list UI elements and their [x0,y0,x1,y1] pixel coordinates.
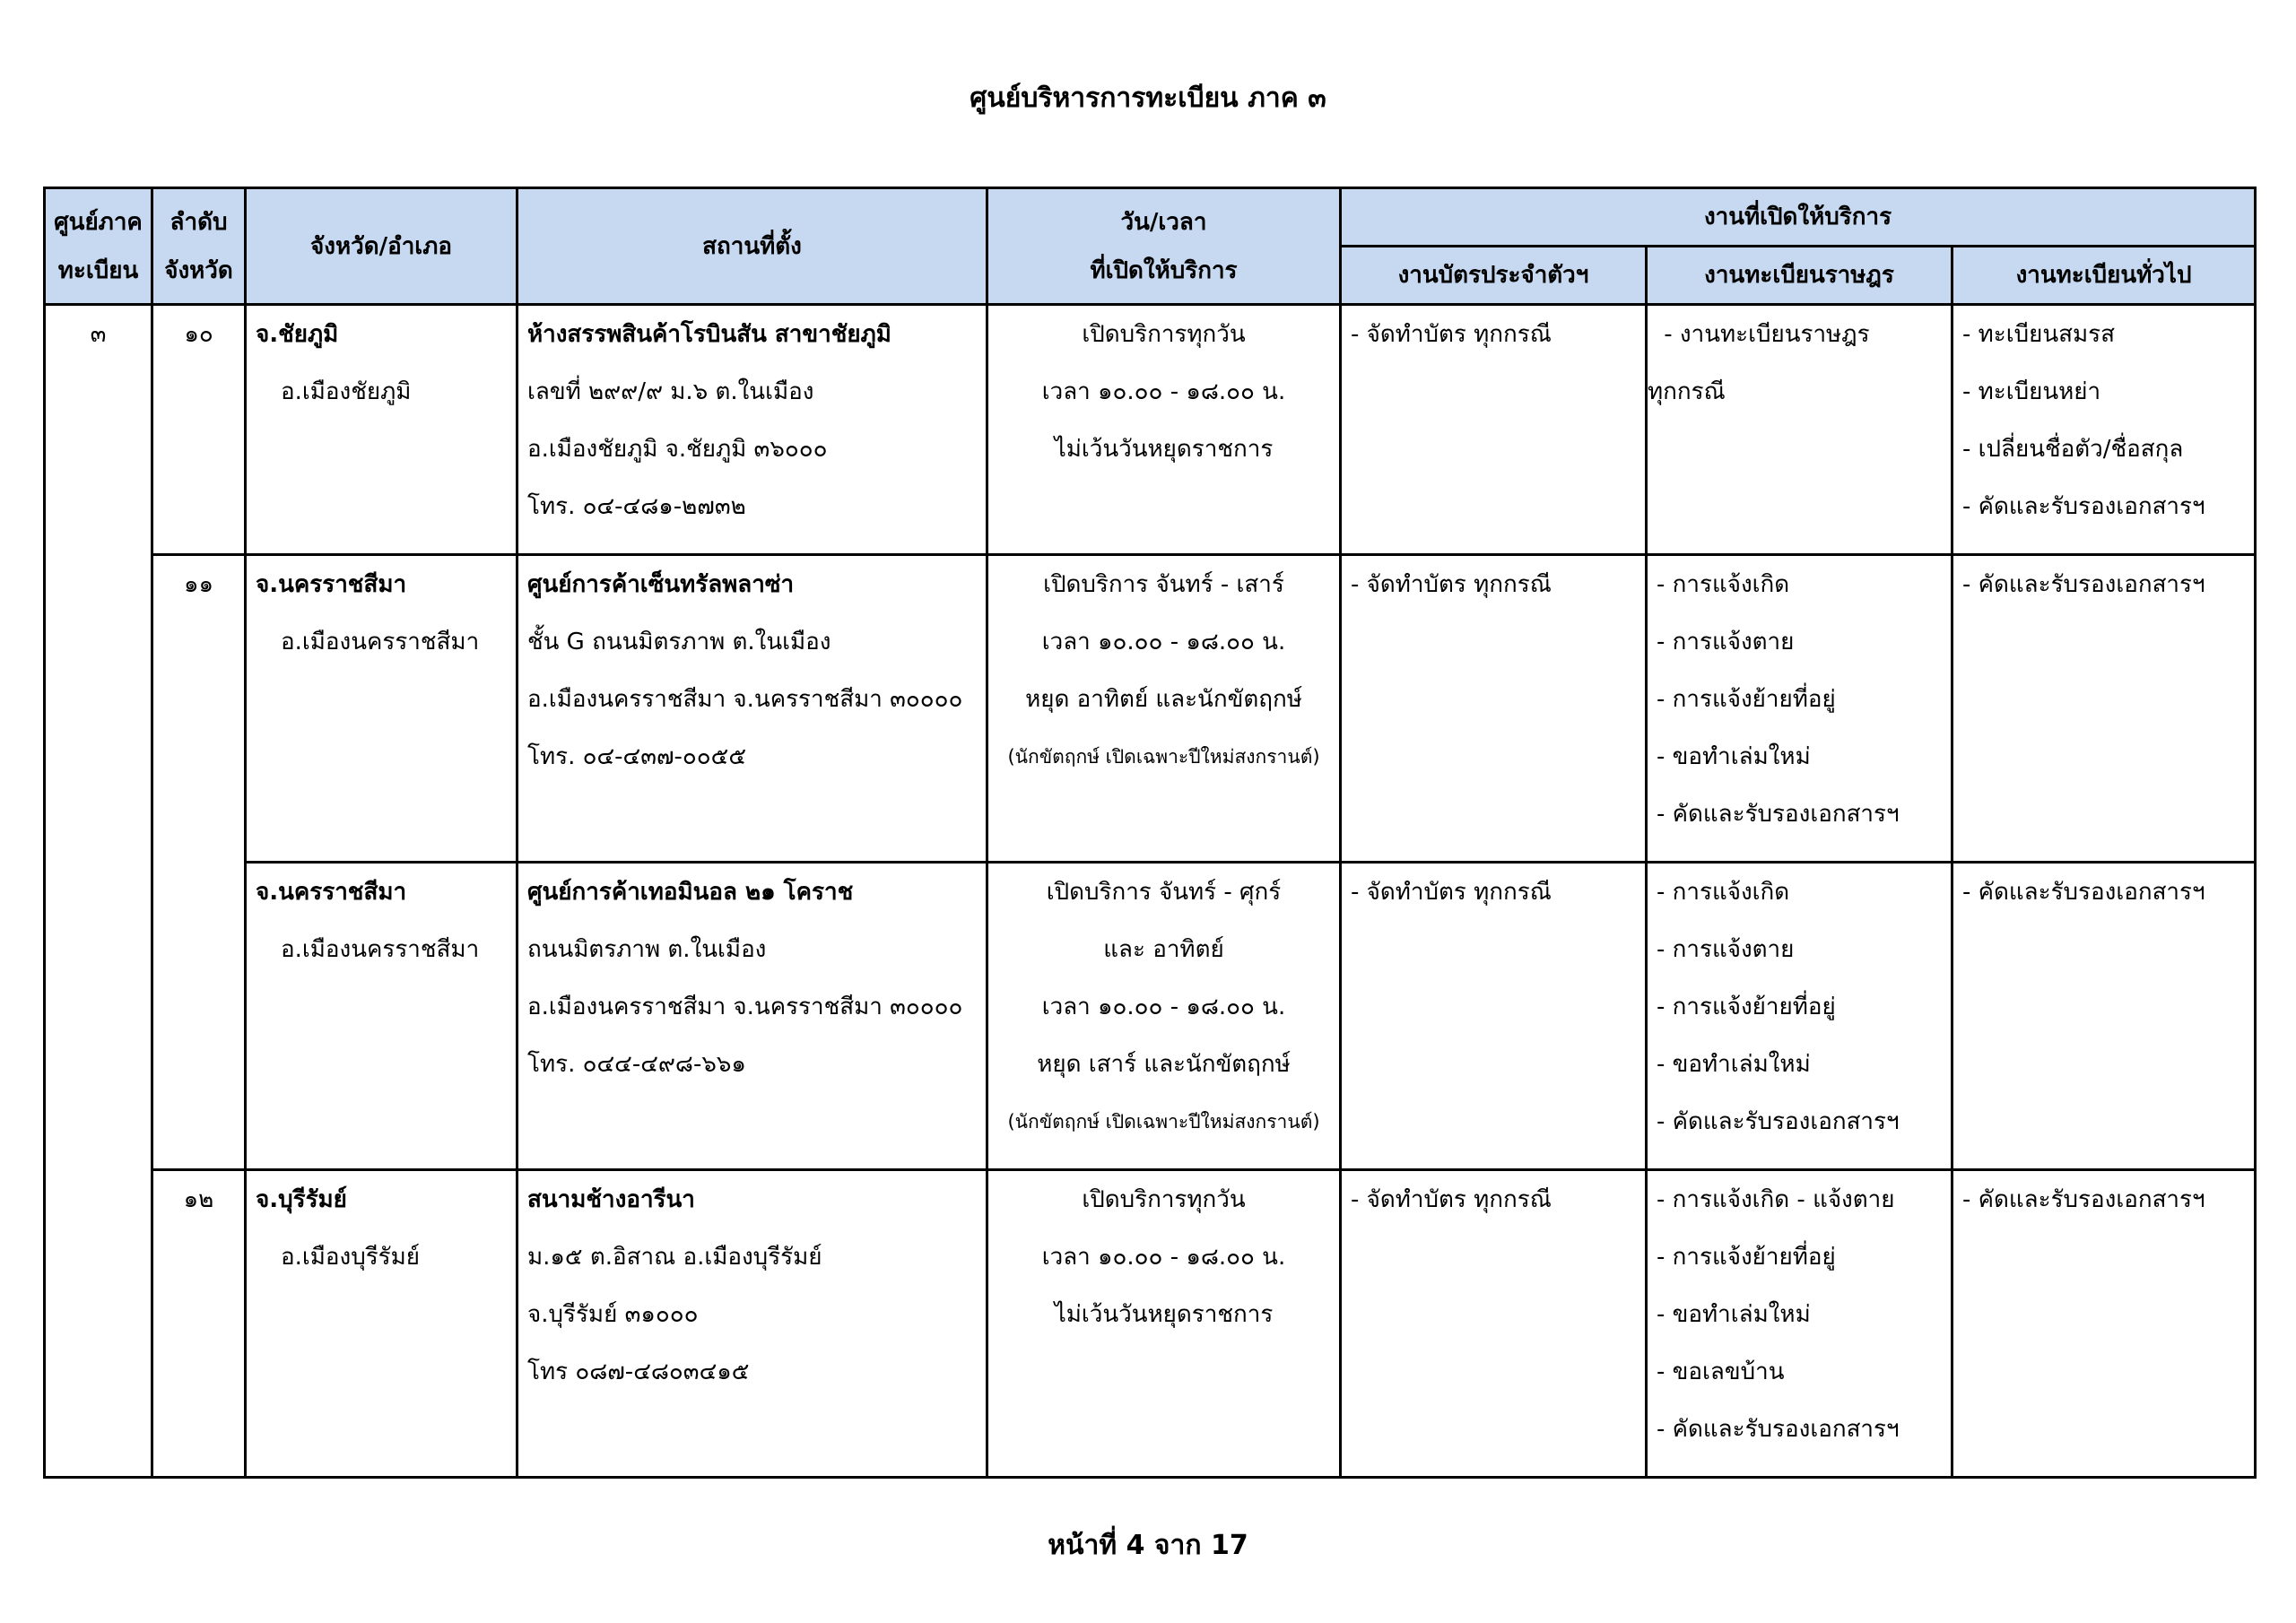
header-location: สถานที่ตั้ง [517,188,987,305]
table-row [45,863,2256,1170]
hours-cell: เปิดบริการ จันทร์ - เสาร์ เวลา ๑๐.๐๐ - ๑๘.๐๐ น. หยุด อาทิตย์ และนักขัตฤกษ์ (นักขัตฤกษ์ เปิดเฉพาะปีใหม่สงกรานต์) [987,555,1341,863]
location-cell: ห้างสรรพสินค้าโรบินสัน สาขาชัยภูมิ เลขที่ ๒๙๙/๙ ม.๖ ต.ในเมือง อ.เมืองชัยภูมิ จ.ชัยภูมิ ๓๖๐๐๐ โทร. ๐๔-๔๘๑-๒๗๓๒ [517,305,987,555]
order-cell: ๑๑ [152,555,246,1170]
order-cell: ๑๐ [152,305,246,555]
id-card-service-cell: - จัดทำบัตร ทุกกรณี [1341,1170,1647,1478]
location-cell: สนามช้างอารีนา ม.๑๕ ต.อิสาณ อ.เมืองบุรีรัมย์ จ.บุรีรัมย์ ๓๑๐๐๐ โทร ๐๘๗-๔๘๐๓๔๑๕ [517,1170,987,1478]
header-hours: วัน/เวลา ที่เปิดให้บริการ [987,188,1341,305]
civil-registration-service-cell: - การแจ้งเกิด - การแจ้งตาย - การแจ้งย้ายที่อยู่ - ขอทำเล่มใหม่ - คัดและรับรองเอกสารฯ [1647,863,1952,1170]
header-region: ศูนย์ภาค ทะเบียน [45,188,152,305]
order-cell: ๑๒ [152,1170,246,1478]
province-cell: จ.ชัยภูมิ อ.เมืองชัยภูมิ [246,305,517,555]
header-id-card-service: งานบัตรประจำตัวฯ [1341,247,1647,305]
table-row [45,555,2256,863]
registration-centers-table [43,187,2257,1479]
hours-cell: เปิดบริการทุกวัน เวลา ๑๐.๐๐ - ๑๘.๐๐ น. ไม่เว้นวันหยุดราชการ [987,305,1341,555]
civil-registration-service-cell: - การแจ้งเกิด - แจ้งตาย - การแจ้งย้ายที่อยู่ - ขอทำเล่มใหม่ - ขอเลขบ้าน - คัดและรับรองเอกสารฯ [1647,1170,1952,1478]
location-cell: ศูนย์การค้าเทอมินอล ๒๑ โคราช ถนนมิตรภาพ ต.ในเมือง อ.เมืองนครราชสีมา จ.นครราชสีมา ๓๐๐๐๐ โทร. ๐๔๔-๔๙๘-๖๖๑ [517,863,987,1170]
civil-registration-service-cell: - งานทะเบียนราษฎร ทุกกรณี [1647,305,1952,555]
table-row [45,305,2256,555]
id-card-service-cell: - จัดทำบัตร ทุกกรณี [1341,555,1647,863]
header-civil-registration-service: งานทะเบียนราษฎร [1647,247,1952,305]
general-registration-service-cell: - คัดและรับรองเอกสารฯ [1952,863,2256,1170]
province-cell: จ.บุรีรัมย์ อ.เมืองบุรีรัมย์ [246,1170,517,1478]
general-registration-service-cell: - คัดและรับรองเอกสารฯ [1952,1170,2256,1478]
header-order: ลำดับ จังหวัด [152,188,246,305]
id-card-service-cell: - จัดทำบัตร ทุกกรณี [1341,863,1647,1170]
page-number: หน้าที่ 4 จาก 17 [1048,1530,1248,1561]
location-cell: ศูนย์การค้าเซ็นทรัลพลาซ่า ชั้น G ถนนมิตรภาพ ต.ในเมือง อ.เมืองนครราชสีมา จ.นครราชสีมา ๓๐๐๐๐ โทร. ๐๔-๔๓๗-๐๐๕๕ [517,555,987,863]
header-services: งานที่เปิดให้บริการ [1341,188,2256,247]
header-province: จังหวัด/อำเภอ [246,188,517,305]
province-cell: จ.นครราชสีมา อ.เมืองนครราชสีมา [246,863,517,1170]
region-cell: ๓ [45,305,152,1478]
general-registration-service-cell: - ทะเบียนสมรส - ทะเบียนหย่า - เปลี่ยนชื่อตัว/ชื่อสกุล - คัดและรับรองเอกสารฯ [1952,305,2256,555]
header-general-registration-service: งานทะเบียนทั่วไป [1952,247,2256,305]
page-title: ศูนย์บริหารการทะเบียน ภาค ๓ [970,82,1326,114]
hours-cell: เปิดบริการทุกวัน เวลา ๑๐.๐๐ - ๑๘.๐๐ น. ไม่เว้นวันหยุดราชการ [987,1170,1341,1478]
id-card-service-cell: - จัดทำบัตร ทุกกรณี [1341,305,1647,555]
general-registration-service-cell: - คัดและรับรองเอกสารฯ [1952,555,2256,863]
table-row [45,1170,2256,1478]
civil-registration-service-cell: - การแจ้งเกิด - การแจ้งตาย - การแจ้งย้ายที่อยู่ - ขอทำเล่มใหม่ - คัดและรับรองเอกสารฯ [1647,555,1952,863]
hours-cell: เปิดบริการ จันทร์ - ศุกร์ และ อาทิตย์ เวลา ๑๐.๐๐ - ๑๘.๐๐ น. หยุด เสาร์ และนักขัตฤกษ์ (นักขัตฤกษ์ เปิดเฉพาะปีใหม่สงกรานต์) [987,863,1341,1170]
province-cell: จ.นครราชสีมา อ.เมืองนครราชสีมา [246,555,517,863]
